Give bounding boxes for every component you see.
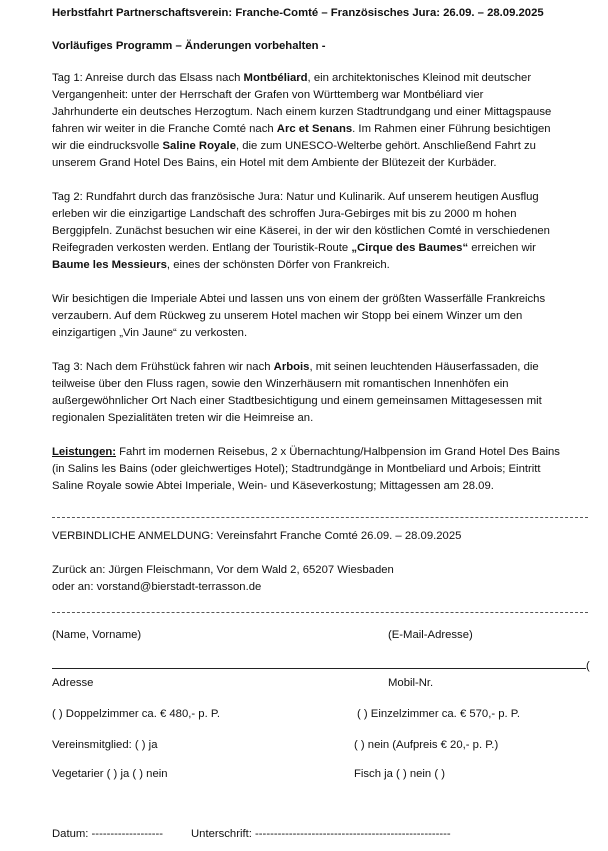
option-vereinsmitglied-ja[interactable]: Vereinsmitglied: ( ) ja: [52, 739, 158, 751]
text-span: Tag 3: Nach dem Frühstück fahren wir nach: [52, 361, 274, 373]
separator-dashed: [52, 612, 588, 613]
address-line[interactable]: [52, 668, 586, 669]
text-span: . Im Rahmen einer Führung besichtigen: [352, 123, 551, 135]
text-span: wir die eindrucksvolle: [52, 140, 163, 152]
leistungen-label: Leistungen:: [52, 446, 117, 458]
text-line: verzaubern. Auf dem Rückweg zu unserem Hotel machen wir Stopp bei einem Winzer um den: [52, 310, 523, 322]
unterschrift-field[interactable]: Unterschrift: ----------------------------------------------------: [191, 828, 451, 840]
text-span: fahren wir weiter in die Franche Comté nach: [52, 123, 277, 135]
text-span: Reifegraden verkosten werden. Entlang der Touristik-Route: [52, 242, 352, 254]
paren-mark: (: [586, 660, 590, 672]
text-span: , die zum UNESCO-Welterbe gehört. Anschließend Fahrt zu: [235, 140, 536, 152]
return-address: Zurück an: Jürgen Fleischmann, Vor dem Wald 2, 65207 Wiesbaden: [52, 564, 394, 576]
anmeldung-heading: VERBINDLICHE ANMELDUNG: Vereinsfahrt Franche Comté 26.09. – 28.09.2025: [52, 530, 462, 542]
place-montbeliard: Montbéliard: [243, 72, 308, 84]
route-cirque-des-baumes: „Cirque des Baumes“: [351, 242, 469, 254]
datum-field[interactable]: Datum: -------------------: [52, 828, 164, 840]
text-line: einzigartigen „Vin Jaune“ zu verkosten.: [52, 327, 248, 339]
text-span: Fahrt im modernen Reisebus, 2 x Übernachtung/Halbpension im Grand Hotel Des Bains: [116, 446, 560, 458]
paragraph-tag-1: [52, 70, 592, 172]
text-line: Tag 2: Rundfahrt durch das französische Jura: Natur und Kulinarik. Auf unserem heutigen Ausflug: [52, 191, 539, 203]
return-email: oder an: vorstand@bierstadt-terrasson.de: [52, 581, 262, 593]
document-title: Herbstfahrt Partnerschaftsverein: Franche-Comté – Französisches Jura: 26.09. – 28.09.2025: [52, 7, 544, 19]
text-line: außergewöhnlicher Ort Nach einer Stadtbesichtigung und einem gemeinsamen Mittagesessen mit: [52, 395, 542, 407]
text-line: Wir besichtigen die Imperiale Abtei und lassen uns von einem der größten Wasserfälle Frankreichs: [52, 293, 546, 305]
text-line: teilweise über den Fluss ragen, sowie den Winzerhäusern mit romantischen Innenhöfen ein: [52, 378, 509, 390]
text-span: Tag 1: Anreise durch das Elsass nach: [52, 72, 244, 84]
text-span: , mit seinen leuchtenden Häuserfassaden, die: [309, 361, 539, 373]
address-label: Adresse: [52, 677, 94, 689]
option-doppelzimmer[interactable]: ( ) Doppelzimmer ca. € 480,- p. P.: [52, 708, 221, 720]
place-arc-et-senans: Arc et Senans: [276, 123, 353, 135]
option-fisch[interactable]: Fisch ja ( ) nein ( ): [354, 768, 446, 780]
text-span: , ein architektonisches Kleinod mit deutscher: [307, 72, 532, 84]
text-line: Berggipfeln. Zunächst besuchen wir eine Käserei, in der wir den köstlichen Comté in verschiedenen: [52, 225, 550, 237]
paragraph-tag-3: [52, 359, 592, 427]
paragraph-leistungen: [52, 444, 592, 495]
place-arbois: Arbois: [273, 361, 310, 373]
name-label: (Name, Vorname): [52, 629, 142, 641]
text-line: unserem Grand Hotel Des Bains, ein Hotel mit dem Ambiente der Blütezeit der Kurbäder.: [52, 157, 497, 169]
option-vereinsmitglied-nein[interactable]: ( ) nein (Aufpreis € 20,- p. P.): [354, 739, 499, 751]
text-line: (in Salins les Bains (oder gleichwertiges Hotel); Stadtrundgänge in Montbeliard und Arbois; Eintritt: [52, 463, 541, 475]
text-line: regionalen Spezialitäten treten wir die Heimreise an.: [52, 412, 314, 424]
mobile-label: Mobil-Nr.: [388, 677, 434, 689]
email-label: (E-Mail-Adresse): [388, 629, 473, 641]
paragraph-abtei: [52, 291, 592, 342]
document-subtitle: Vorläufiges Programm – Änderungen vorbehalten -: [52, 40, 326, 52]
place-baume-les-messieurs: Baume les Messieurs: [52, 259, 167, 271]
text-span: , eines der schönsten Dörfer von Frankreich.: [166, 259, 390, 271]
text-line: erleben wir die einzigartige Landschaft des schroffen Jura-Gebirges mit bis zu 2000 m hohen: [52, 208, 517, 220]
text-line: Jahrhunderte ein deutsches Herzogtum. Nach einem kurzen Stadtrundgang und einer Mittagspause: [52, 106, 552, 118]
paragraph-tag-2: [52, 189, 592, 274]
place-saline-royale: Saline Royale: [162, 140, 236, 152]
option-vegetarier[interactable]: Vegetarier ( ) ja ( ) nein: [52, 768, 168, 780]
text-line: Saline Royale sowie Abtei Imperiale, Wein- und Käseverkostung; Mittagessen am 28.09.: [52, 480, 494, 492]
text-line: Vergangenheit: unter der Herrschaft der Grafen von Württemberg war Montbéliard vier: [52, 89, 484, 101]
text-span: erreichen wir: [468, 242, 536, 254]
separator-dashed: [52, 517, 588, 518]
option-einzelzimmer[interactable]: ( ) Einzelzimmer ca. € 570,- p. P.: [357, 708, 521, 720]
